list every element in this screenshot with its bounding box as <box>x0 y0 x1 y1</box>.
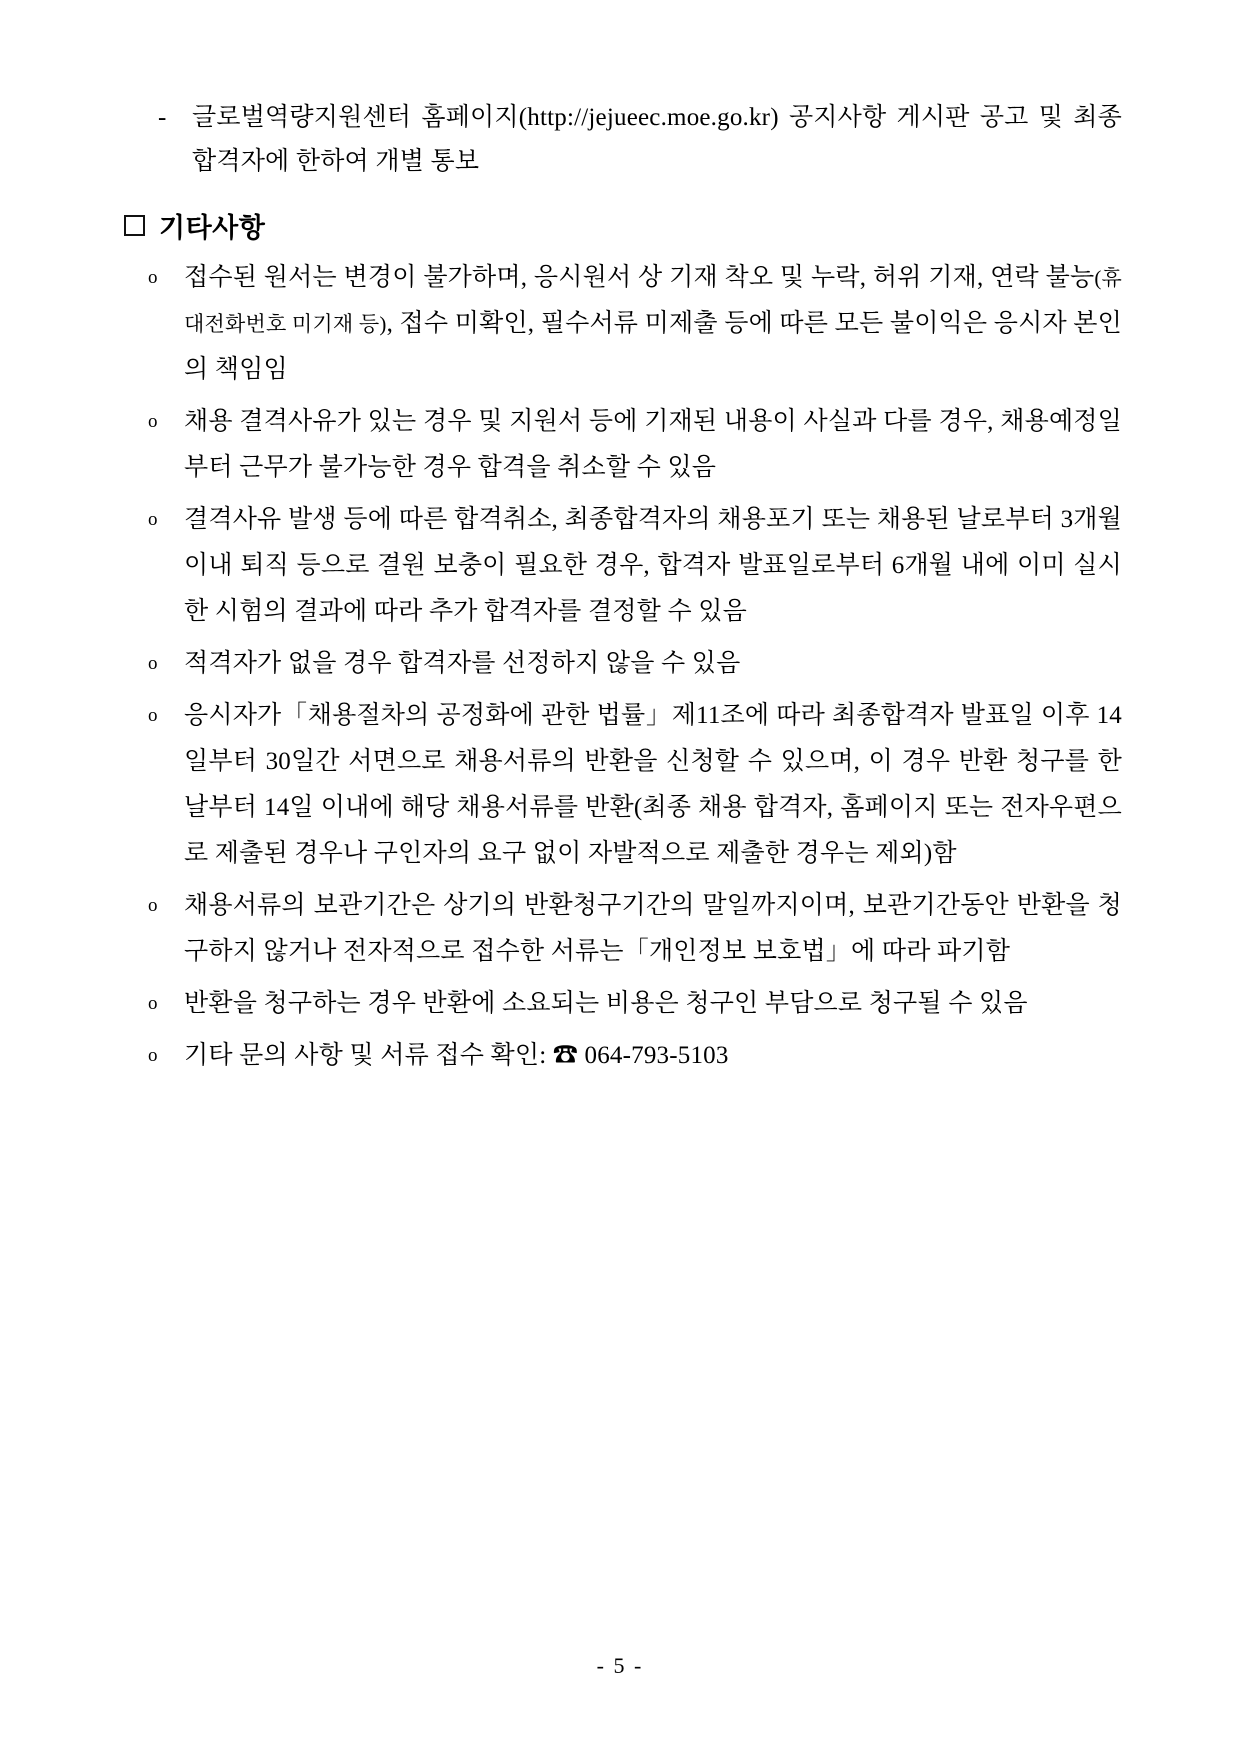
list-item-text <box>184 255 1122 393</box>
list-item-text <box>184 497 1122 635</box>
list-item <box>148 693 1122 877</box>
list-item <box>148 1033 1122 1079</box>
list-item-text <box>184 399 1122 491</box>
circle-bullet-icon: o <box>148 895 158 916</box>
list-item-text <box>184 981 1122 1027</box>
text-run: 적격자가 없을 경우 합격자를 선정하지 않을 수 있음 <box>184 650 741 677</box>
list-item-text <box>184 693 1122 877</box>
page-number: - 5 - <box>596 1653 644 1678</box>
text-run: 기타 문의 사항 및 서류 접수 확인: ☎ 064-793-5103 <box>184 1042 729 1069</box>
list-item-text <box>184 883 1122 975</box>
text-run: 채용서류의 보관기간은 상기의 반환청구기간의 말일까지이며, 보관기간동안 반환을 청구하지 않거나 전자적으로 접수한 서류는「개인정보 보호법」에 따라 파기함 <box>184 892 1122 965</box>
notes-list <box>118 255 1122 1079</box>
text-run: 함 <box>932 840 957 867</box>
text-run: 접수된 원서는 변경이 불가하며, 응시원서 상 기재 착오 및 누락, 허위 기재, 연락 불능 <box>184 264 1095 291</box>
top-note-text: 글로벌역량지원센터 홈페이지(http://jejueec.moe.go.kr) 공지사항 게시판 공고 및 최종 합격자에 한하여 개별 통보 <box>192 104 1122 175</box>
circle-bullet-icon: o <box>148 509 158 530</box>
circle-bullet-icon: o <box>148 411 158 432</box>
list-item <box>148 883 1122 975</box>
circle-bullet-icon: o <box>148 267 158 288</box>
list-item <box>148 399 1122 491</box>
dash-marker: - <box>158 104 167 131</box>
circle-bullet-icon: o <box>148 653 158 674</box>
list-item <box>148 981 1122 1027</box>
text-run: 결격사유 발생 등에 따른 합격취소, 최종합격자의 채용포기 또는 채용된 날로부터 3개월 이내 퇴직 등으로 결원 보충이 필요한 경우, 합격자 발표일로부터 6개월 내에 이미 실시한 시험의 결과에 따라 추가 합격자를 결정할 수 있음 <box>184 506 1122 625</box>
text-run: 응시자가「채용절차의 공정화에 관한 법률」제11조에 따라 최종합격자 발표일 이후 14일부터 30일간 서면으로 채용서류의 반환을 신청할 수 있으며, 이 경우 반환 청구를 한 날부터 14일 이내에 해당 채용서류를 반환 <box>184 702 1122 821</box>
text-run: , 접수 미확인, 필수서류 미제출 등에 따른 모든 불이익은 응시자 본인의 책임임 <box>184 310 1123 383</box>
list-item-text <box>184 641 1122 687</box>
text-run: 반환을 청구하는 경우 반환에 소요되는 비용은 청구인 부담으로 청구될 수 있음 <box>184 990 1028 1017</box>
text-run: (휴대전화번호 미기재 등) <box>184 266 1122 336</box>
section-heading <box>124 206 1122 245</box>
text-run: (최종 채용 합격자, 홈페이지 또는 전자우편으로 제출된 경우나 구인자의 요구 없이 자발적으로 제출한 경우는 제외) <box>184 794 1122 867</box>
circle-bullet-icon: o <box>148 1045 158 1066</box>
page-title: 기타사항 <box>159 213 266 244</box>
circle-bullet-icon: o <box>148 993 158 1014</box>
list-item <box>148 641 1122 687</box>
list-item <box>148 255 1122 393</box>
list-item-text <box>184 1033 1122 1079</box>
list-item <box>148 497 1122 635</box>
square-outline-icon <box>124 215 145 236</box>
text-run: 채용 결격사유가 있는 경우 및 지원서 등에 기재된 내용이 사실과 다를 경우, 채용예정일부터 근무가 불가능한 경우 합격을 취소할 수 있음 <box>184 408 1122 481</box>
top-note <box>158 96 1122 184</box>
circle-bullet-icon: o <box>148 705 158 726</box>
